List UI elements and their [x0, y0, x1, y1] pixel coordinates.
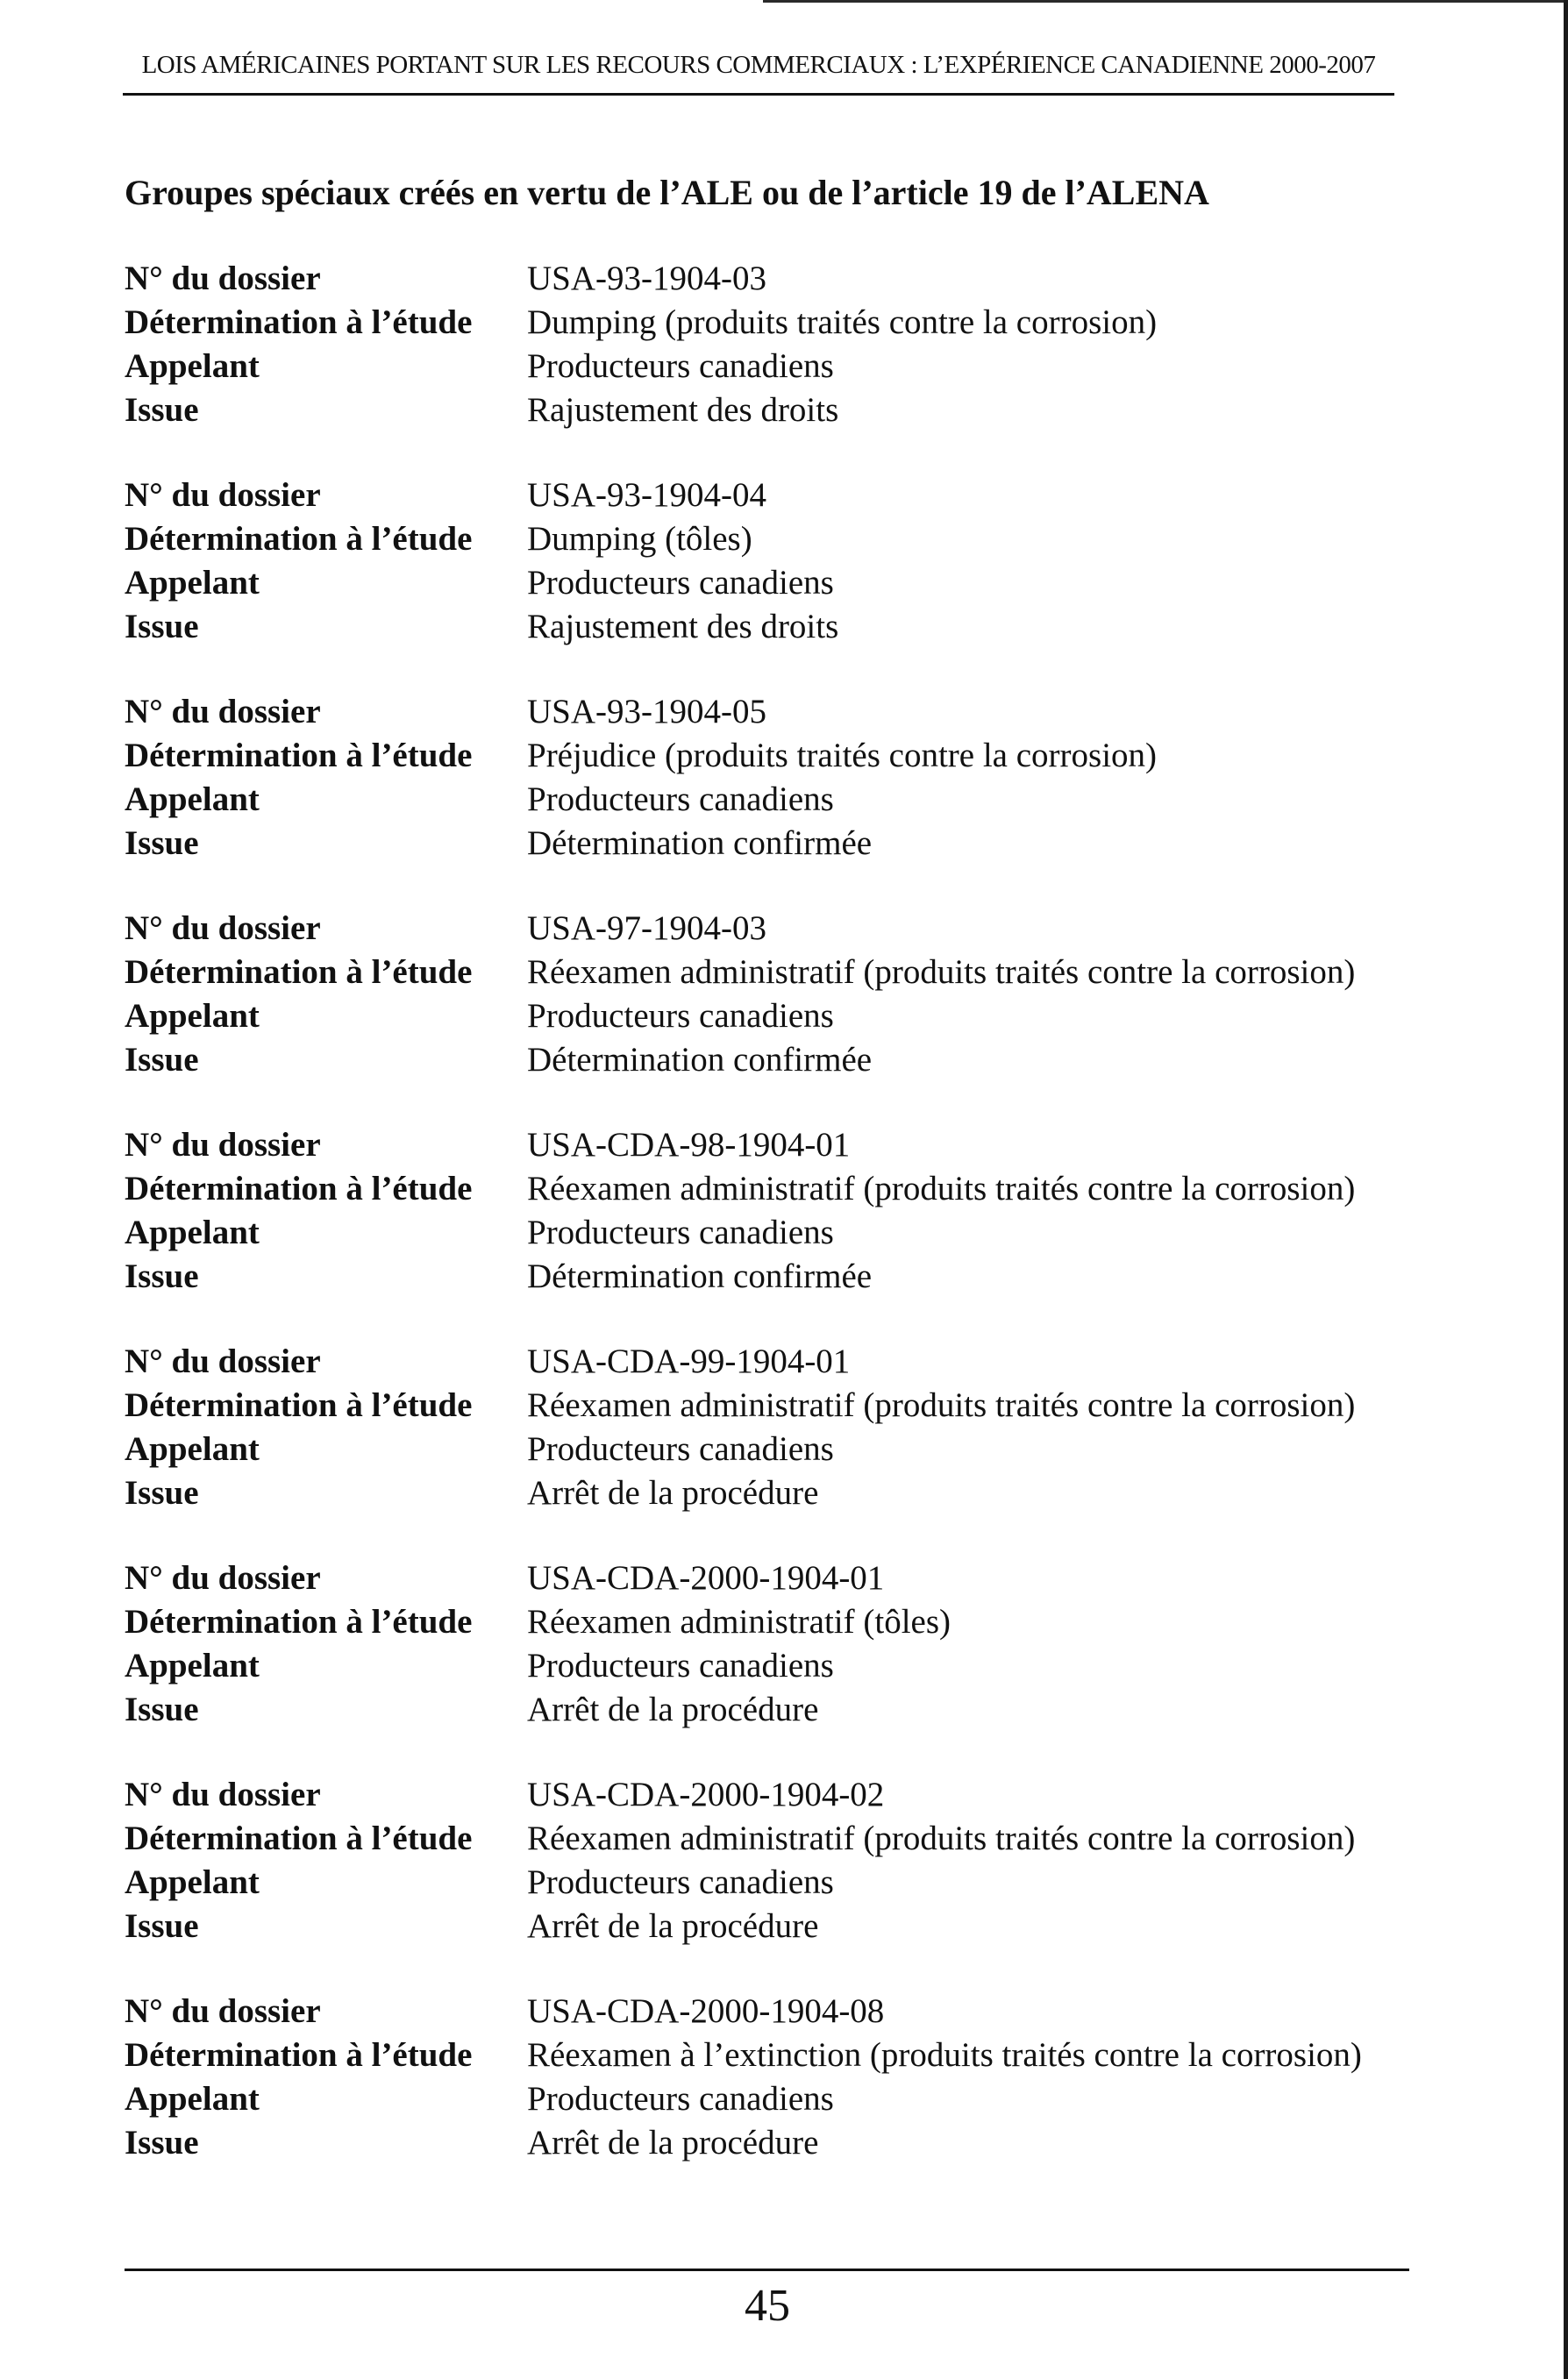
issue-value: Arrêt de la procédure	[527, 1691, 819, 1728]
appelant-row	[125, 561, 1414, 605]
case-entry	[125, 474, 1414, 649]
issue-value: Détermination confirmée	[527, 1257, 873, 1295]
dossier-label: N° du dossier	[125, 1126, 321, 1164]
dossier-value: USA-97-1904-03	[527, 909, 766, 947]
dossier-label: N° du dossier	[125, 1992, 321, 2030]
appelant-value: Producteurs canadiens	[527, 780, 834, 818]
appelant-label: Appelant	[125, 1647, 260, 1685]
issue-value: Arrêt de la procédure	[527, 1907, 819, 1945]
determination-value: Réexamen administratif (produits traités contre la corrosion)	[527, 1820, 1356, 1857]
determination-row	[125, 1817, 1414, 1861]
dossier-label: N° du dossier	[125, 1776, 321, 1813]
issue-label: Issue	[125, 1907, 199, 1945]
case-entry	[125, 690, 1414, 865]
appelant-value: Producteurs canadiens	[527, 1647, 834, 1685]
determination-label: Détermination à l’étude	[125, 303, 473, 341]
determination-label: Détermination à l’étude	[125, 953, 473, 991]
issue-row	[125, 1905, 1414, 1948]
determination-row	[125, 301, 1414, 345]
appelant-value: Producteurs canadiens	[527, 1863, 834, 1901]
issue-label: Issue	[125, 1691, 199, 1728]
determination-label: Détermination à l’étude	[125, 520, 473, 558]
appelant-row	[125, 2077, 1414, 2121]
dossier-label: N° du dossier	[125, 693, 321, 730]
scan-page-edge	[1564, 0, 1568, 2379]
dossier-row	[125, 1340, 1414, 1384]
dossier-row	[125, 474, 1414, 517]
issue-row	[125, 1471, 1414, 1515]
appelant-value: Producteurs canadiens	[527, 1430, 834, 1468]
dossier-value: USA-CDA-99-1904-01	[527, 1343, 851, 1380]
issue-label: Issue	[125, 1474, 199, 1512]
appelant-row	[125, 994, 1414, 1038]
issue-value: Rajustement des droits	[527, 608, 839, 645]
determination-label: Détermination à l’étude	[125, 1820, 473, 1857]
issue-label: Issue	[125, 1257, 199, 1295]
determination-row	[125, 517, 1414, 561]
dossier-row	[125, 907, 1414, 951]
determination-row	[125, 951, 1414, 994]
determination-label: Détermination à l’étude	[125, 1170, 473, 1207]
dossier-label: N° du dossier	[125, 909, 321, 947]
determination-label: Détermination à l’étude	[125, 1386, 473, 1424]
header-rule	[123, 93, 1394, 96]
appelant-row	[125, 1211, 1414, 1255]
issue-row	[125, 1688, 1414, 1732]
issue-label: Issue	[125, 1041, 199, 1079]
footer-rule	[125, 2269, 1409, 2271]
issue-value: Rajustement des droits	[527, 391, 839, 429]
dossier-value: USA-CDA-2000-1904-01	[527, 1559, 885, 1597]
dossier-value: USA-CDA-2000-1904-08	[527, 1992, 885, 2030]
appelant-label: Appelant	[125, 1430, 260, 1468]
determination-value: Dumping (tôles)	[527, 520, 752, 558]
dossier-value: USA-CDA-98-1904-01	[527, 1126, 851, 1164]
issue-label: Issue	[125, 2124, 199, 2162]
issue-value: Arrêt de la procédure	[527, 1474, 819, 1512]
case-entry	[125, 1556, 1414, 1732]
appelant-label: Appelant	[125, 564, 260, 602]
determination-label: Détermination à l’étude	[125, 1603, 473, 1641]
determination-value: Réexamen administratif (tôles)	[527, 1603, 951, 1641]
determination-row	[125, 1600, 1414, 1644]
appelant-row	[125, 1861, 1414, 1905]
determination-row	[125, 1167, 1414, 1211]
appelant-row	[125, 778, 1414, 822]
issue-label: Issue	[125, 608, 199, 645]
appelant-value: Producteurs canadiens	[527, 564, 834, 602]
determination-value: Réexamen à l’extinction (produits traités contre la corrosion)	[527, 2036, 1362, 2074]
dossier-label: N° du dossier	[125, 260, 321, 297]
dossier-value: USA-93-1904-03	[527, 260, 766, 297]
scan-top-line	[763, 0, 1568, 3]
determination-row	[125, 734, 1414, 778]
case-entry	[125, 1773, 1414, 1948]
appelant-value: Producteurs canadiens	[527, 1214, 834, 1251]
appelant-label: Appelant	[125, 780, 260, 818]
dossier-value: USA-93-1904-04	[527, 476, 766, 514]
appelant-label: Appelant	[125, 1214, 260, 1251]
dossier-value: USA-CDA-2000-1904-02	[527, 1776, 885, 1813]
determination-value: Réexamen administratif (produits traités contre la corrosion)	[527, 1386, 1356, 1424]
dossier-row	[125, 690, 1414, 734]
issue-row	[125, 2121, 1414, 2165]
issue-label: Issue	[125, 824, 199, 862]
determination-value: Réexamen administratif (produits traités contre la corrosion)	[527, 953, 1356, 991]
page-number: 45	[745, 2281, 790, 2331]
issue-row	[125, 1038, 1414, 1082]
issue-value: Détermination confirmée	[527, 1041, 873, 1079]
determination-label: Détermination à l’étude	[125, 2036, 473, 2074]
appelant-value: Producteurs canadiens	[527, 2080, 834, 2118]
issue-label: Issue	[125, 391, 199, 429]
dossier-label: N° du dossier	[125, 1343, 321, 1380]
issue-value: Détermination confirmée	[527, 824, 873, 862]
appelant-label: Appelant	[125, 1863, 260, 1901]
issue-row	[125, 1255, 1414, 1299]
case-entry	[125, 907, 1414, 1082]
dossier-row	[125, 1990, 1414, 2034]
appelant-label: Appelant	[125, 997, 260, 1035]
issue-row	[125, 388, 1414, 432]
appelant-value: Producteurs canadiens	[527, 347, 834, 385]
determination-value: Dumping (produits traités contre la corrosion)	[527, 303, 1158, 341]
dossier-row	[125, 257, 1414, 301]
running-header: LOIS AMÉRICAINES PORTANT SUR LES RECOURS COMMERCIAUX : L’EXPÉRIENCE CANADIENNE 2000-2007	[141, 51, 1376, 79]
determination-label: Détermination à l’étude	[125, 737, 473, 774]
appelant-row	[125, 345, 1414, 388]
determination-row	[125, 2034, 1414, 2077]
case-list	[125, 257, 1414, 2206]
determination-row	[125, 1384, 1414, 1428]
appelant-label: Appelant	[125, 2080, 260, 2118]
issue-value: Arrêt de la procédure	[527, 2124, 819, 2162]
appelant-label: Appelant	[125, 347, 260, 385]
appelant-row	[125, 1644, 1414, 1688]
issue-row	[125, 822, 1414, 865]
appelant-row	[125, 1428, 1414, 1471]
case-entry	[125, 1123, 1414, 1299]
case-entry	[125, 257, 1414, 432]
appelant-value: Producteurs canadiens	[527, 997, 834, 1035]
section-title: Groupes spéciaux créés en vertu de l’ALE ou de l’article 19 de l’ALENA	[125, 173, 1209, 212]
dossier-value: USA-93-1904-05	[527, 693, 766, 730]
case-entry	[125, 1340, 1414, 1515]
dossier-row	[125, 1123, 1414, 1167]
case-entry	[125, 1990, 1414, 2165]
issue-row	[125, 605, 1414, 649]
dossier-row	[125, 1556, 1414, 1600]
determination-value: Réexamen administratif (produits traités contre la corrosion)	[527, 1170, 1356, 1207]
dossier-label: N° du dossier	[125, 1559, 321, 1597]
dossier-row	[125, 1773, 1414, 1817]
determination-value: Préjudice (produits traités contre la corrosion)	[527, 737, 1158, 774]
dossier-label: N° du dossier	[125, 476, 321, 514]
